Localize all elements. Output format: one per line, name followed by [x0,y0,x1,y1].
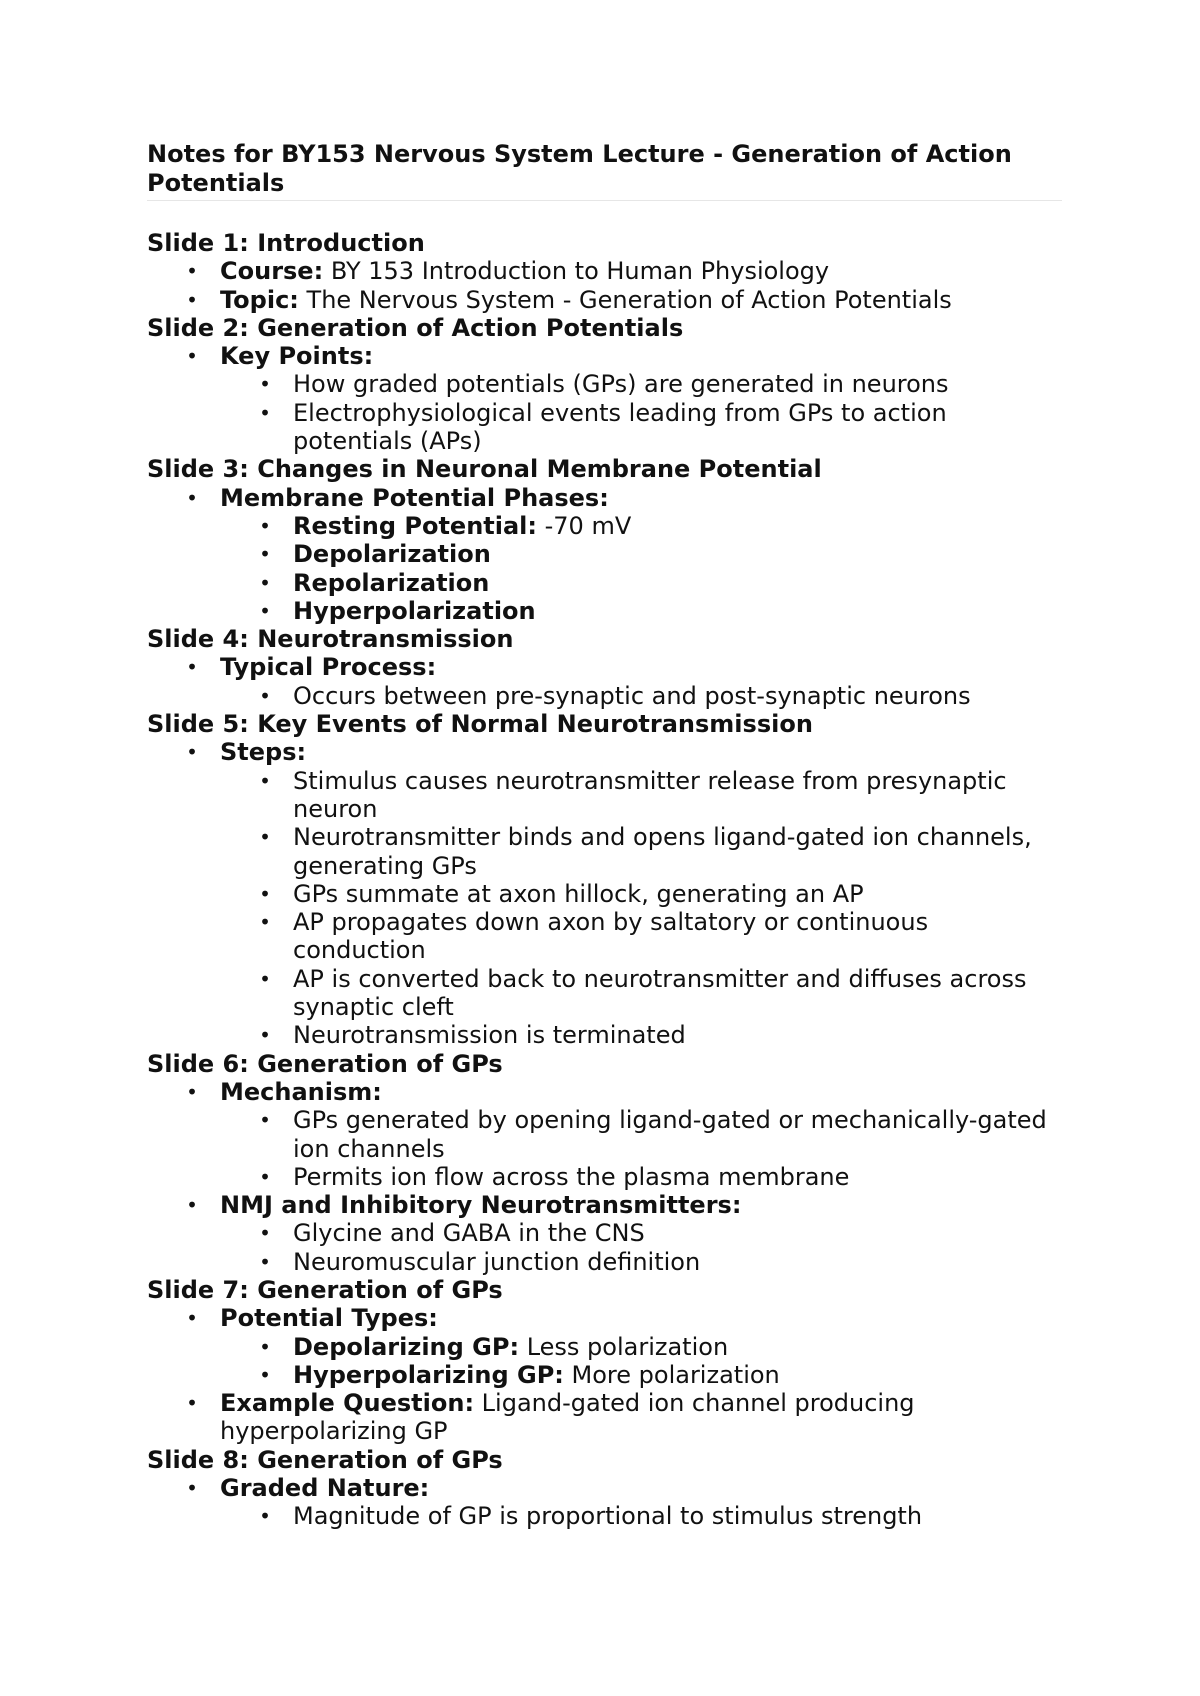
item-text: Stimulus causes neurotransmitter release from presynaptic neuron [293,766,1007,823]
list-item [147,1106,1062,1163]
list-item [147,738,1062,766]
list-item [147,908,1062,965]
bullet-icon: • [259,910,271,935]
list-item [147,286,1062,314]
list-item [147,1502,1062,1530]
slide-heading: Slide 4: Neurotransmission [147,625,514,654]
slide-bullet-list [147,653,1062,710]
list-item [147,342,1062,370]
bullet-icon: • [259,966,271,991]
item-bold-label: Potential Types: [220,1304,438,1333]
item-bold-label: Mechanism: [220,1077,382,1106]
bullet-icon: • [259,598,271,623]
bullet-icon: • [259,881,271,906]
bullet-icon: • [259,768,271,793]
list-item [147,1021,1062,1049]
list-item [147,399,1062,456]
bullet-icon: • [186,1391,198,1416]
slide-heading: Slide 6: Generation of GPs [147,1049,503,1078]
slide-heading: Slide 3: Changes in Neuronal Membrane Potential [147,455,822,484]
list-item [147,1248,1062,1276]
slide-heading: Slide 2: Generation of Action Potentials [147,313,684,342]
slide-heading: Slide 1: Introduction [147,229,425,257]
slide-bullet-list [147,342,1062,455]
item-text: Less polarization [519,1332,729,1361]
list-item [147,1474,1062,1502]
bullet-icon: • [259,1023,271,1048]
slide-bullet-list [147,1078,1062,1276]
bullet-icon: • [186,655,198,680]
slide-bullet-list [147,484,1062,625]
slide-bullet-list [147,257,1062,314]
item-text: BY 153 Introduction to Human Physiology [323,257,830,286]
item-bold-label: Repolarization [293,568,490,597]
item-text: Neuromuscular junction definition [293,1247,701,1276]
item-text: How graded potentials (GPs) are generated in neurons [293,370,949,399]
item-bold-label: Course: [220,257,324,286]
item-bold-label: Example Question: [220,1389,475,1418]
bullet-icon: • [186,1476,198,1501]
list-item [147,880,1062,908]
list-item [147,1191,1062,1219]
item-bold-label: Key Points: [220,342,374,371]
bullet-icon: • [186,485,198,510]
item-bold-label: Graded Nature: [220,1474,430,1503]
item-bold-label: Topic: [220,285,299,314]
title-spacer [147,201,1062,229]
bullet-icon: • [259,1108,271,1133]
slide-section [147,1446,1062,1531]
document-page [147,140,1062,1531]
list-item [147,540,1062,568]
bullet-icon: • [186,259,198,284]
list-item [147,1304,1062,1332]
item-text: Occurs between pre-synaptic and post-synaptic neurons [293,681,971,710]
bullet-icon: • [259,570,271,595]
bullet-icon: • [186,287,198,312]
item-text: Magnitude of GP is proportional to stimulus strength [293,1502,923,1531]
list-item [147,682,1062,710]
item-bold-label: Membrane Potential Phases: [220,483,609,512]
list-item [147,1389,1062,1446]
slide-heading: Slide 5: Key Events of Normal Neurotransmission [147,710,813,739]
list-item [147,823,1062,880]
item-bold-label: Depolarizing GP: [293,1332,520,1361]
item-bold-label: Hyperpolarizing GP: [293,1360,564,1389]
bullet-icon: • [259,1249,271,1274]
slide-section [147,1276,1062,1446]
list-item [147,512,1062,540]
bullet-icon: • [259,1221,271,1246]
bullet-icon: • [186,1079,198,1104]
item-text: Electrophysiological events leading from GPs to action potentials (APs) [293,398,947,456]
item-text: GPs generated by opening ligand-gated or mechanically-gated ion channels [293,1106,1047,1163]
bullet-icon: • [259,825,271,850]
bullet-icon: • [259,542,271,567]
item-text: Glycine and GABA in the CNS [293,1219,645,1248]
slides-container [147,229,1062,1531]
bullet-icon: • [186,1193,198,1218]
slide-bullet-list [147,738,1062,1049]
bullet-icon: • [259,1362,271,1387]
list-item [147,1333,1062,1361]
list-item [147,1361,1062,1389]
item-text: AP propagates down axon by saltatory or continuous conduction [293,908,929,965]
slide-bullet-list [147,1304,1062,1445]
slide-section [147,229,1062,314]
slide-heading: Slide 8: Generation of GPs [147,1445,503,1474]
bullet-icon: • [259,513,271,538]
item-bold-label: Depolarization [293,540,491,569]
bullet-icon: • [186,344,198,369]
item-bold-label: Hyperpolarization [293,596,536,625]
list-item [147,1219,1062,1247]
slide-bullet-list [147,1474,1062,1531]
slide-heading: Slide 7: Generation of GPs [147,1275,503,1304]
list-item [147,653,1062,681]
item-bold-label: NMJ and Inhibitory Neurotransmitters: [220,1191,742,1220]
slide-section [147,625,1062,710]
slide-section [147,1050,1062,1276]
item-text: GPs summate at axon hillock, generating an AP [293,879,864,908]
item-text: -70 mV [537,511,632,540]
item-text: Ligand-gated ion channel producing hyperpolarizing GP [220,1389,915,1446]
bullet-icon: • [259,1334,271,1359]
list-item [147,965,1062,1022]
item-bold-label: Steps: [220,738,307,767]
item-text: The Nervous System - Generation of Action Potentials [298,285,952,314]
item-text: AP is converted back to neurotransmitter and diffuses across synaptic cleft [293,964,1027,1022]
item-text: Permits ion flow across the plasma membrane [293,1162,850,1191]
slide-section [147,710,1062,1050]
list-item [147,1078,1062,1106]
bullet-icon: • [259,683,271,708]
list-item [147,257,1062,285]
bullet-icon: • [259,1504,271,1529]
bullet-icon: • [186,1306,198,1331]
list-item [147,569,1062,597]
slide-section [147,314,1062,455]
item-text: More polarization [563,1360,780,1389]
item-bold-label: Resting Potential: [293,511,537,540]
list-item [147,1163,1062,1191]
slide-section [147,455,1062,625]
list-item [147,484,1062,512]
item-bold-label: Typical Process: [220,653,437,682]
bullet-icon: • [259,372,271,397]
bullet-icon: • [259,1164,271,1189]
bullet-icon: • [186,740,198,765]
list-item [147,370,1062,398]
list-item [147,597,1062,625]
bullet-icon: • [259,400,271,425]
document-title: Notes for BY153 Nervous System Lecture - Generation of Action Potentials [147,140,1062,201]
item-text: Neurotransmitter binds and opens ligand-gated ion channels, generating GPs [293,823,1032,880]
item-text: Neurotransmission is terminated [293,1021,686,1050]
list-item [147,767,1062,824]
